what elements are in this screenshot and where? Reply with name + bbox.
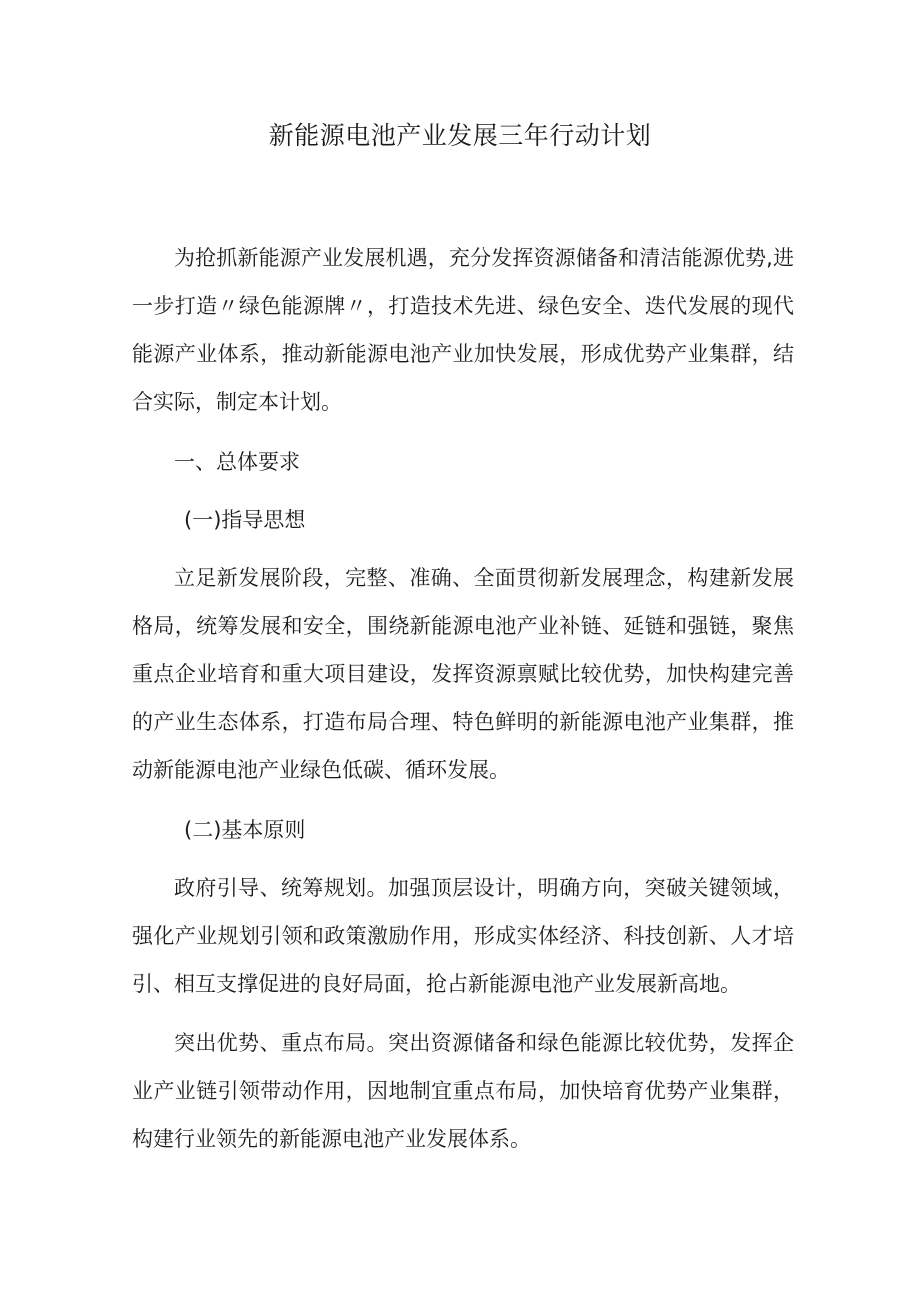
subsection-heading-guiding-ideology: (一)指导思想 (184, 508, 306, 532)
intro-paragraph: 为抢抓新能源产业发展机遇，充分发挥资源储备和清洁能源优势,进一步打造〃绿色能源牌〃，打造技术先进、绿色安全、迭代发展的现代能源产业体系，推动新能源电池产业加快发展，形成优势产业集群，结合实际，制定本计划。 (132, 246, 794, 414)
principle-paragraph-highlight-advantages: 突出优势、重点布局。突出资源储备和绿色能源比较优势，发挥企业产业链引领带动作用，因地制宜重点布局，加快培育优势产业集群，构建行业领先的新能源电池产业发展体系。 (132, 1031, 794, 1151)
document-title: 新能源电池产业发展三年行动计划 (268, 121, 652, 150)
subsection-heading-basic-principles: (二)基本原则 (184, 818, 306, 842)
guiding-ideology-paragraph: 立足新发展阶段，完整、准确、全面贯彻新发展理念，构建新发展格局，统筹发展和安全，围绕新能源电池产业补链、延链和强链，聚焦重点企业培育和重大项目建设，发挥资源禀赋比较优势，加快构建完善的产业生态体系，打造布局合理、特色鲜明的新能源电池产业集群，推动新能源电池产业绿色低碳、循环发展。 (132, 566, 794, 782)
principle-paragraph-government-guidance: 政府引导、统筹规划。加强顶层设计，明确方向，突破关键领域，强化产业规划引领和政策激励作用，形成实体经济、科技创新、人才培引、相互支撑促进的良好局面，抢占新能源电池产业发展新高地。 (132, 876, 794, 996)
section-heading-general-requirements: 一、总体要求 (174, 450, 300, 474)
